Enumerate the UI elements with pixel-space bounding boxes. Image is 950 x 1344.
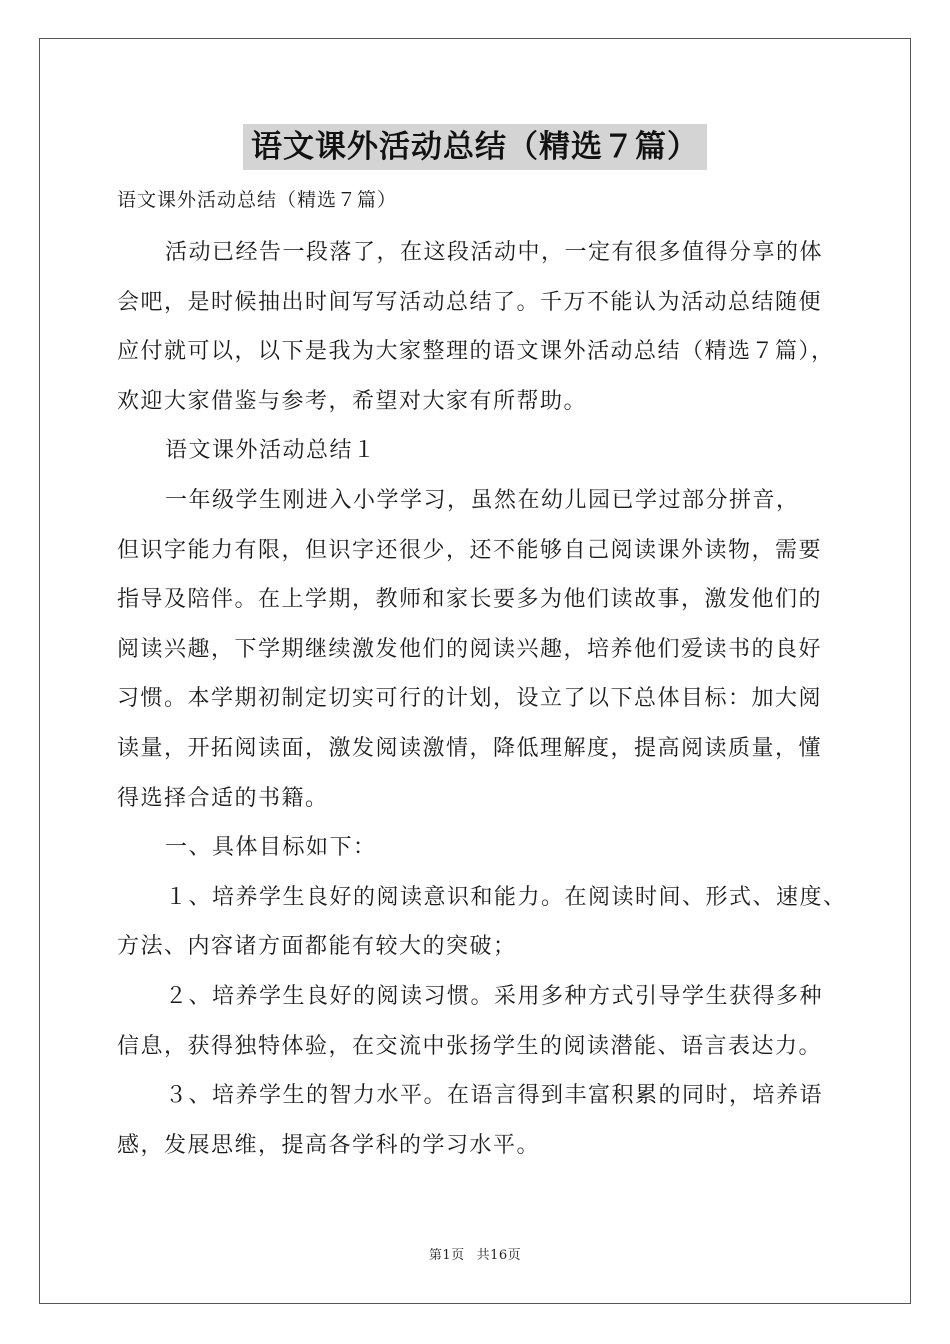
page-footer <box>0 1244 950 1263</box>
paragraph-line: 一年级学生刚进入小学学习，虽然在幼儿园已学过部分拼音， <box>165 487 800 513</box>
paragraph-line: 欢迎大家借鉴与参考，希望对大家有所帮助。 <box>117 388 588 414</box>
paragraph-line: 阅读兴趣，下学期继续激发他们的阅读兴趣，培养他们爱读书的良好 <box>117 636 823 662</box>
paragraph-line: 但识字能力有限，但识字还很少，还不能够自己阅读课外读物，需要 <box>117 537 823 563</box>
paragraph-line: 活动已经告一段落了，在这段活动中，一定有很多值得分享的体 <box>165 240 824 265</box>
paragraph-line: 会吧，是时候抽出时间写写活动总结了。千万不能认为活动总结随便 <box>117 289 823 315</box>
list-item-line: 感，发展思维，提高各学科的学习水平。 <box>117 1132 541 1158</box>
section-heading: 语文课外活动总结１ <box>165 438 377 464</box>
list-item-line: １、培养学生良好的阅读意识和能力。在阅读时间、形式、速度、 <box>165 884 847 910</box>
list-item-line: 方法、内容诸方面都能有较大的突破； <box>117 934 517 960</box>
paragraph-line: 习惯。本学期初制定切实可行的计划，设立了以下总体目标：加大阅 <box>117 686 823 712</box>
paragraph-line: 得选择合适的书籍。 <box>117 785 329 811</box>
list-item-line: 信息，获得独特体验，在交流中张扬学生的阅读潜能、语言表达力。 <box>117 1033 823 1059</box>
paragraph-line: 指导及陪伴。在上学期，教师和家长要多为他们读故事，激发他们的 <box>117 587 823 613</box>
paragraph-line: 应付就可以，以下是我为大家整理的语文课外活动总结（精选７篇）， <box>117 339 835 365</box>
paragraph-line: 读量，开拓阅读面，激发阅读激情，降低理解度，提高阅读质量，懂 <box>117 735 823 761</box>
title-wrap <box>0 124 950 170</box>
section-heading: 一、具体目标如下： <box>165 835 377 861</box>
document-subtitle: 语文课外活动总结（精选７篇） <box>117 189 398 211</box>
page-number: 第1页 <box>428 1248 465 1263</box>
document-body <box>117 180 852 1170</box>
document-title: 语文课外活动总结（精选７篇） <box>243 124 707 170</box>
list-item-line: ２、培养学生良好的阅读习惯。采用多种方式引导学生获得多种 <box>165 983 824 1009</box>
list-item-line: ３、培养学生的智力水平。在语言得到丰富积累的同时，培养语 <box>165 1083 824 1109</box>
page-total: 共16页 <box>476 1248 522 1263</box>
